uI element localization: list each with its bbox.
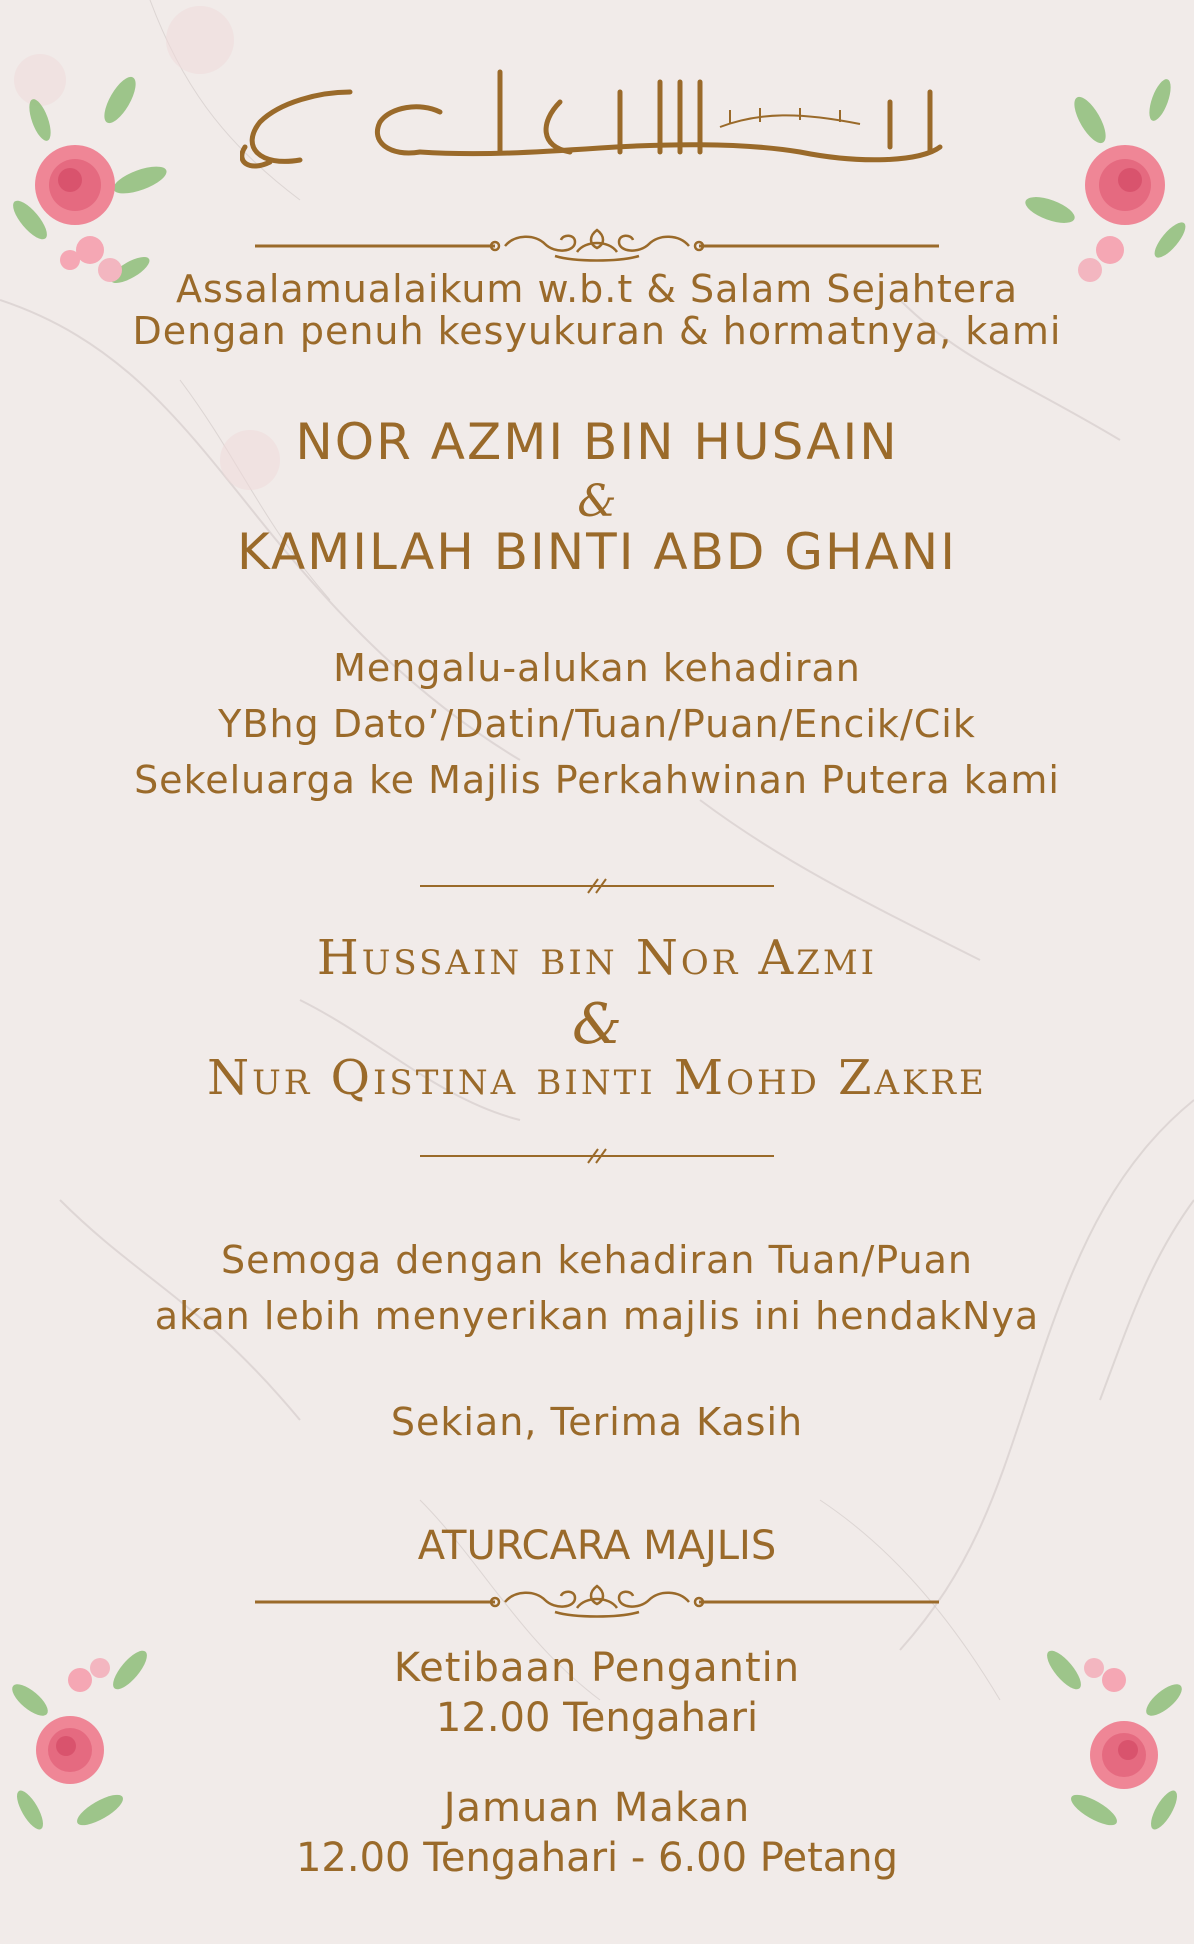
bride-name: Nur Qistina binti Mohd Zakre [207,1050,987,1106]
divider-slash-icon [420,1148,774,1164]
rose-bouquet-icon [0,1640,170,1860]
rose-bouquet-icon [1024,1640,1194,1860]
basmala-calligraphy [240,52,960,182]
event-time-2: 12.00 Tengahari - 6.00 Petang [295,1835,899,1881]
host-father-name: NOR AZMI BIN HUSAIN [295,413,899,471]
scroll-ornament-icon [255,1582,939,1622]
couple-ampersand: & [572,992,622,1057]
event-time-1: 12.00 Tengahari [435,1695,759,1741]
invitation-line-2: YBhg Dato’/Datin/Tuan/Puan/Encik/Cik [218,702,976,746]
rose-bouquet-icon [0,60,180,300]
host-mother-name: KAMILAH BINTI ABD GHANI [237,523,957,581]
event-label-1: Ketibaan Pengantin [393,1645,801,1691]
rose-bouquet-icon [1010,60,1194,300]
closing-thanks: Sekian, Terima Kasih [390,1400,804,1444]
greeting-line-2: Dengan penuh kesyukuran & hormatnya, kami [132,309,1062,353]
program-title: ATURCARA MAJLIS [417,1523,777,1569]
closing-line-2: akan lebih menyerikan majlis ini hendakNya [154,1294,1040,1338]
event-label-2: Jamuan Makan [443,1785,751,1831]
greeting-line-1: Assalamualaikum w.b.t & Salam Sejahtera [175,267,1019,311]
scroll-ornament-icon [255,226,939,266]
closing-line-1: Semoga dengan kehadiran Tuan/Puan [221,1238,973,1282]
host-ampersand: & [577,476,617,527]
groom-name: Hussain bin Nor Azmi [316,930,878,986]
invitation-line-1: Mengalu-alukan kehadiran [333,646,861,690]
divider-slash-icon [420,878,774,894]
invitation-line-3: Sekeluarga ke Majlis Perkahwinan Putera kami [134,758,1060,802]
